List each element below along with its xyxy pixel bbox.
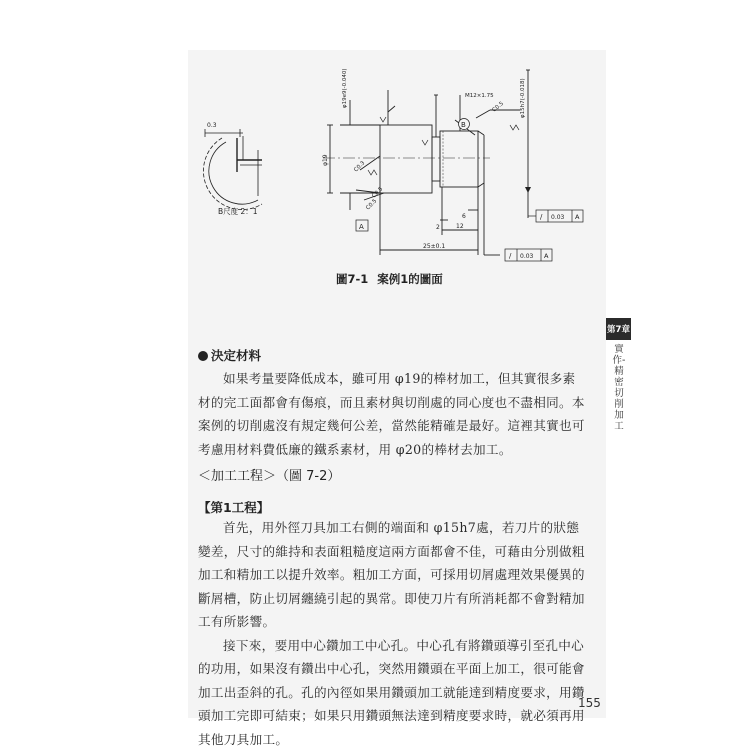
step1-heading: 【第1工程】	[198, 498, 269, 516]
tolerance-frame-2	[505, 249, 552, 261]
detail-b-view	[203, 129, 262, 210]
material-paragraph	[198, 367, 588, 461]
datum-label: A	[359, 223, 364, 231]
detail-scale-label: B尺度 2：1	[218, 206, 258, 216]
runout-symbol-1: /	[540, 213, 543, 221]
dim-c05-c: C0.5	[371, 186, 384, 199]
datum-triangle	[525, 187, 531, 193]
dim-c05-b: C0.5	[365, 198, 378, 211]
dim-2: 2	[436, 224, 440, 231]
dim-phi19e9: φ19e9(-0.040)	[342, 68, 348, 108]
process-heading: ＜加工工程＞（圖 7-2）	[198, 465, 340, 484]
detail-callout-label: B	[461, 121, 466, 129]
figure-number: 圖7-1	[336, 272, 368, 286]
tolerance-value-1: 0.03	[551, 214, 565, 221]
page-number: 155	[578, 696, 601, 710]
dim-c05-a: C0.5	[491, 101, 505, 114]
dim-phi19: φ19	[322, 154, 329, 166]
dim-phi15h7: φ15h7(-0.018)	[520, 78, 526, 118]
step1-body	[198, 516, 588, 751]
bullet-icon	[198, 351, 208, 361]
tolerance-ref-1: A	[575, 213, 580, 221]
dim-12: 12	[456, 223, 464, 230]
dim-c03: C0.3	[353, 160, 366, 173]
step1-paragraph-2: 接下來，要用中心鑽加工中心孔。中心孔有將鑽頭導引至孔中心的功用，如果沒有鑽出中心孔，突然用鑽頭在平面上加工，很可能會加工出歪斜的孔。孔的內徑如果用鑽頭加工就能達到精度要求，用鑽頭加工完即可結束；如果只用鑽頭無法達到精度要求時，就必須再用其他刀具加工。	[198, 634, 588, 751]
figure-title: 案例1的圖面	[377, 272, 443, 286]
section-heading	[198, 346, 261, 364]
chapter-side-title: 實作-精密切削加工	[612, 344, 626, 432]
tolerance-frame-1	[528, 210, 583, 222]
figure-caption	[336, 271, 443, 287]
dim-6: 6	[462, 213, 466, 220]
step1-paragraph-1: 首先，用外徑刀具加工右側的端面和 φ15h7處，若刀片的狀態變差，尺寸的維持和表面粗糙度這兩方面都會不佳，可藉由分別做粗加工和精加工以提升效率。粗加工方面，可採用切屑處理效果優異的斷屑槽，防止切屑纏繞引起的異常。即使刀片有所消耗都不會對精加工有所影響。	[198, 516, 588, 634]
chapter-tab: 第7章	[606, 318, 631, 340]
part-main-view	[323, 70, 530, 255]
tolerance-ref-2: A	[544, 252, 549, 260]
runout-symbol-2: /	[509, 252, 512, 260]
dim-thread: M12×1.75	[465, 93, 494, 99]
detail-dim-label: 0.3	[207, 122, 217, 129]
dim-25: 25±0.1	[423, 243, 445, 250]
section-heading-text: 決定材料	[211, 348, 261, 363]
engineering-drawing	[188, 50, 606, 265]
surface-finish-marks	[368, 117, 519, 175]
material-paragraph-text: 如果考量要降低成本，雖可用 φ19的棒材加工，但其實很多素材的完工面都會有傷痕，而且素材與切削處的同心度也不盡相同。本案例的切削處沒有規定幾何公差，當然能精確是最好。這裡其實也可考慮用材料費低廉的鐵系素材，用 φ20的棒材去加工。	[198, 367, 588, 461]
tolerance-value-2: 0.03	[520, 253, 534, 260]
